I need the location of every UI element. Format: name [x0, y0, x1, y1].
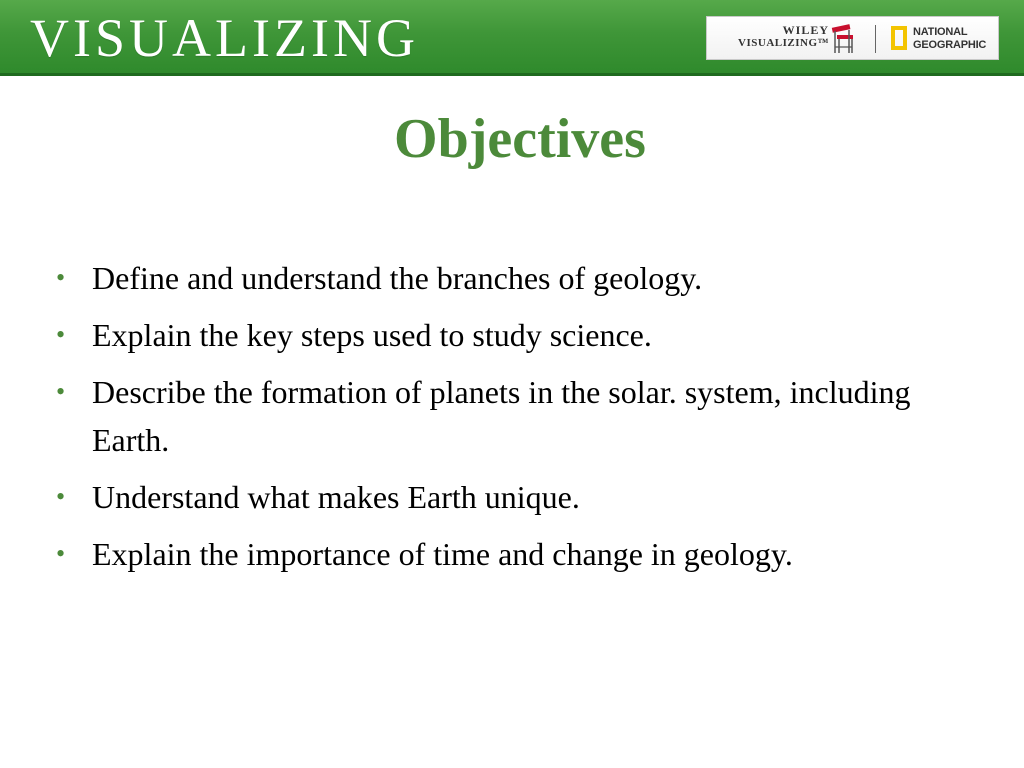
natgeo-line-1: NATIONAL: [913, 26, 968, 38]
banner-title: VISUALIZING: [30, 8, 419, 68]
list-item: [56, 368, 986, 464]
bullet-text: Define and understand the branches of geology.: [92, 260, 703, 296]
natgeo-logo-text: [913, 26, 986, 52]
natgeo-line-2: GEOGRAPHIC: [913, 39, 987, 51]
list-item: [56, 254, 986, 302]
wiley-visualizing-logo-text: [717, 24, 829, 50]
natgeo-yellow-rectangle-icon: [891, 26, 907, 50]
school-desk-icon: [829, 23, 857, 55]
slide-title: Objectives: [394, 108, 646, 170]
bullet-icon: •: [56, 263, 66, 292]
bullet-text: Describe the formation of planets in the solar. system, including Earth.: [92, 374, 911, 458]
header-banner: [0, 0, 1024, 76]
bullet-icon: •: [56, 320, 66, 349]
wiley-label: WILEY: [782, 23, 829, 37]
bullet-icon: •: [56, 482, 66, 511]
bullet-icon: •: [56, 377, 66, 406]
list-item: [56, 530, 986, 578]
bullet-icon: •: [56, 539, 66, 568]
visualizing-label: VISUALIZING™: [738, 37, 829, 49]
bullet-text: Explain the key steps used to study science.: [92, 317, 652, 353]
objectives-list: [56, 254, 986, 587]
list-item: [56, 311, 986, 359]
logo-divider: [875, 25, 876, 53]
bullet-text: Understand what makes Earth unique.: [92, 479, 580, 515]
list-item: [56, 473, 986, 521]
publisher-logo-box: [706, 16, 999, 60]
bullet-text: Explain the importance of time and change in geology.: [92, 536, 793, 572]
